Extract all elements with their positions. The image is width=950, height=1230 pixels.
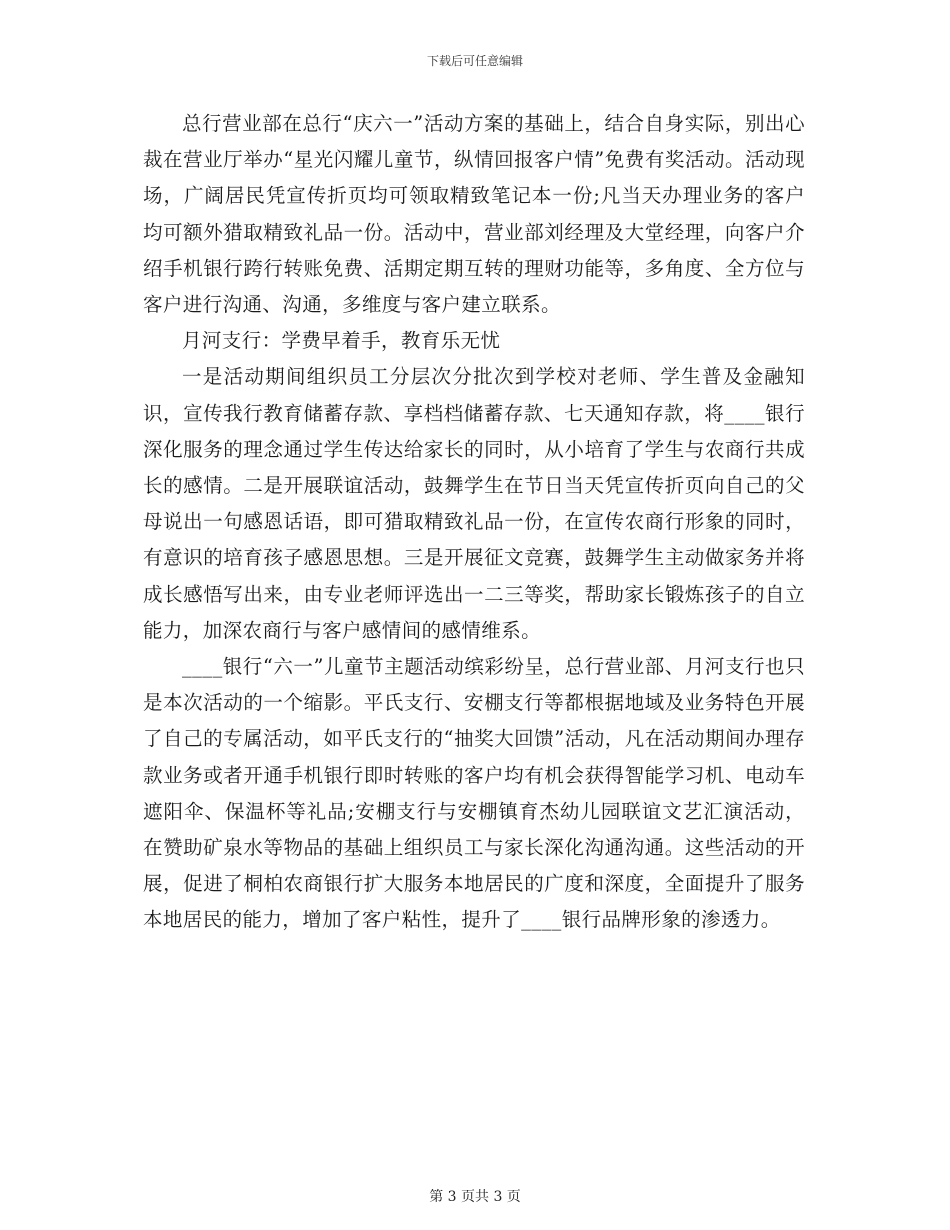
document-body — [143, 106, 805, 939]
page-header: 下载后可任意编辑 — [426, 54, 523, 68]
paragraph-summary: ____银行“六一”儿童节主题活动缤彩纷呈，总行营业部、月河支行也只是本次活动的一个缩影。平氏支行、安棚支行等都根据地域及业务特色开展了自己的专属活动，如平氏支行的“抽奖大回馈”活动，凡在活动期间办理存款业务或者开通手机银行即时转账的客户均有机会获得智能学习机、电动车遮阳伞、保温杯等礼品;安棚支行与安棚镇育杰幼儿园联谊文艺汇演活动，在赞助矿泉水等物品的基础上组织员工与家长深化沟通沟通。这些活动的开展，促进了桐柏农商银行扩大服务本地居民的广度和深度，全面提升了服务本地居民的能力，增加了客户粘性，提升了____银行品牌形象的渗透力。 — [143, 655, 805, 932]
page-footer: 第 3 页共 3 页 — [429, 1189, 521, 1205]
paragraph-yuehe-activities: 一是活动期间组织员工分层次分批次到学校对老师、学生普及金融知识，宣传我行教育储蓄存款、享档档储蓄存款、七天通知存款，将____银行深化服务的理念通过学生传达给家长的同时，从小培育了学生与农商行共成长的感情。二是开展联谊活动，鼓舞学生在节日当天凭宣传折页向自己的父母说出一句感恩话语，即可猎取精致礼品一份，在宣传农商行形象的同时，有意识的培育孩子感恩思想。三是开展征文竞赛，鼓舞学生主动做家务并将成长感悟写出来，由专业老师评选出一二三等奖，帮助家长锻炼孩子的自立能力，加深农商行与客户感情间的感情维系。 — [143, 365, 805, 642]
paragraph-yuehe-heading: 月河支行：学费早着手，教育乐无忧 — [182, 329, 501, 353]
paragraph-head-office: 总行营业部在总行“庆六一”活动方案的基础上，结合自身实际，别出心裁在营业厅举办“星光闪耀儿童节，纵情回报客户情”免费有奖活动。活动现场，广阔居民凭宣传折页均可领取精致笔记本一份;凡当天办理业务的客户均可额外猎取精致礼品一份。活动中，营业部刘经理及大堂经理，向客户介绍手机银行跨行转账免费、活期定期互转的理财功能等，多角度、全方位与客户进行沟通、沟通，多维度与客户建立联系。 — [143, 112, 805, 317]
